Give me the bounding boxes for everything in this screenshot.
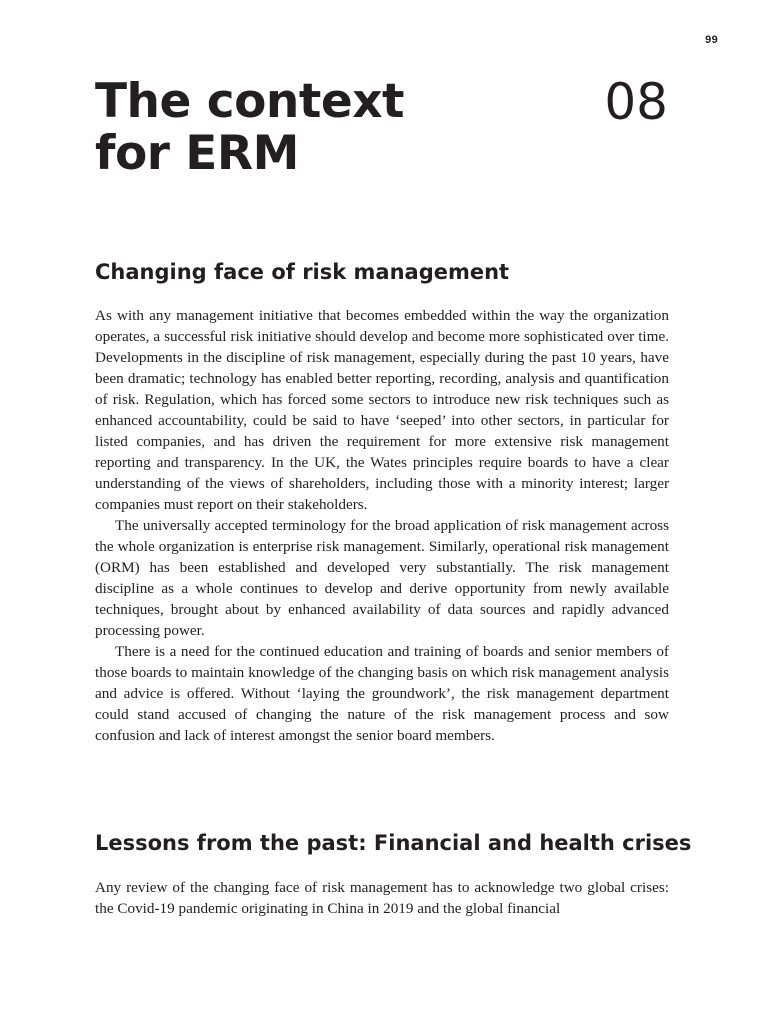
section-body — [95, 877, 669, 919]
section-body — [95, 305, 669, 746]
section-heading: Changing face of risk management — [95, 260, 510, 284]
paragraph: There is a need for the continued education and training of boards and senior members of those boards to maintain knowledge of the changing basis on which risk management analysis and advice is offered. Without ‘laying the groundwork’, the risk management department could stand accused of changing the nature of the risk management process and sow confusion and lack of interest amongst the senior board members. — [95, 643, 669, 744]
paragraph: Any review of the changing face of risk management has to acknowledge two global crises: the Covid-19 pandemic originating in China in 2019 and the global financial — [95, 879, 669, 917]
paragraph: The universally accepted terminology for the broad application of risk management across the whole organization is enterprise risk management. Similarly, operational risk management (ORM) has been established and developed very substantially. The risk management discipline as a whole continues to develop and derive opportunity from newly available techniques, brought about by enhanced availability of data sources and rapidly advanced processing power. — [95, 517, 669, 639]
chapter-number: 08 — [604, 73, 668, 131]
chapter-title-line: The context — [95, 74, 404, 129]
page-number: 99 — [705, 34, 718, 46]
paragraph: As with any management initiative that becomes embedded within the way the organization operates, a successful risk initiative should develop and become more sophisticated over time. Developments in the discipline of risk management, especially during the past 10 years, have been dramatic; technology has enabled better reporting, recording, analysis and quantification of risk. Regulation, which has forced some sectors to introduce new risk techniques such as enhanced accountability, could be said to have ‘seeped’ into other sectors, in particular for listed companies, and has driven the requirement for more extensive risk management reporting and transparency. In the UK, the Wates principles require boards to have a clear understanding of the views of shareholders, including those with a minority interest; larger companies must report on their stakeholders. — [95, 307, 669, 513]
section-heading: Lessons from the past: Financial and health crises — [95, 831, 692, 855]
chapter-title-line: for ERM — [95, 126, 299, 181]
chapter-title — [95, 76, 404, 180]
